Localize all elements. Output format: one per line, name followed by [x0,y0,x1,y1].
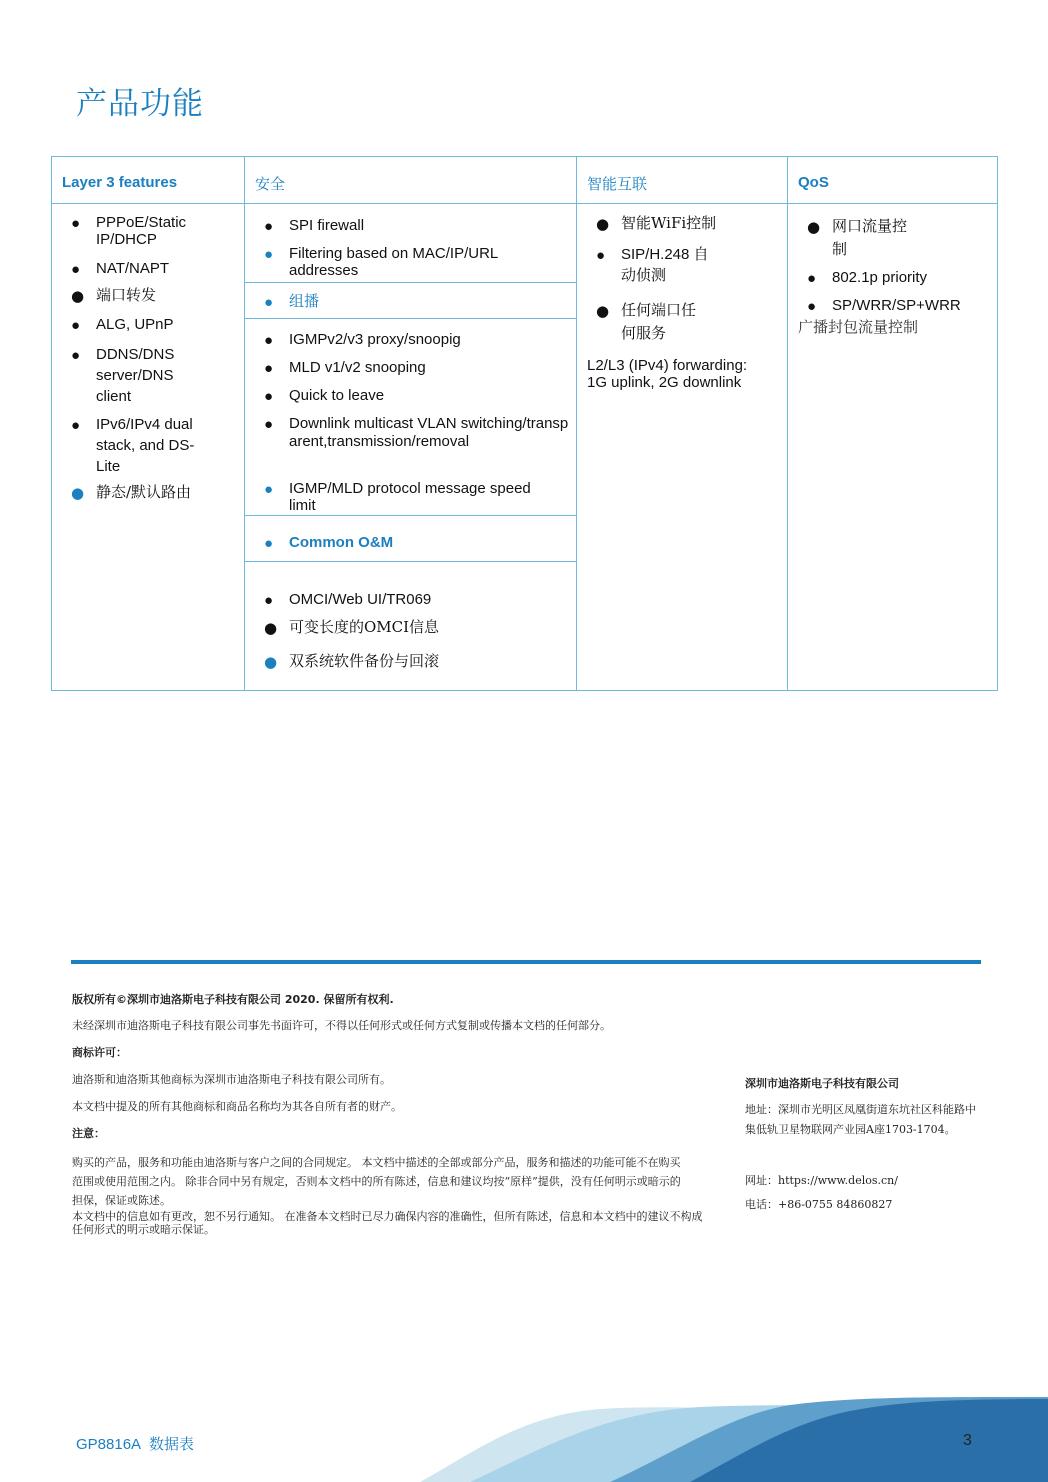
multicast-title: 组播 [289,292,320,310]
trademark-text-2: 本文档中提及的所有其他商标和商品名称均为其各自所有者的财产。 [72,1100,402,1113]
copyright-text: 版权所有©深圳市迪洛斯电子科技有限公司 2020. 保留所有权利. [72,993,394,1006]
bullet-icon: ● [264,653,278,671]
list-item: ● OMCI/Web UI/TR069 [264,591,432,609]
list-item: ● 智能WiFi控制 [596,214,717,233]
list-item: ● 端口转发 [71,286,157,305]
forwarding-note: L2/L3 (IPv4) forwarding: 1G uplink, 2G downlink [587,357,748,391]
column-qos [787,157,997,690]
bullet-icon: ● [596,247,606,264]
column-smart-connect [576,157,787,690]
bullet-icon: ● [596,302,610,320]
list-item: ● 802.1p priority [807,269,928,287]
list-item: ● 网口流量控制 [807,217,908,258]
multicast-section-header [245,283,576,319]
list-item: ● Quick to leave [264,387,385,405]
bullet-icon: ● [264,388,274,405]
column-layer3 [52,157,244,690]
list-item: ● DDNS/DNS server/DNS client [71,346,175,405]
bullet-icon: ● [71,287,85,305]
layer3-list [52,204,244,501]
trademark-title: 商标许可： [72,1046,127,1059]
footer-document-label [76,1433,194,1454]
footer-doc-type: 数据表 [149,1435,195,1453]
list-item: ● IGMPv2/v3 proxy/snoopig [264,331,461,349]
page-title: 产品功能 [76,86,204,122]
trademark-text-1: 迪洛斯和迪洛斯其他商标为深圳市迪洛斯电子科技有限公司所有。 [72,1073,391,1086]
bullet-icon: ● [596,215,610,233]
security-section [245,204,576,283]
company-address: 地址：深圳市光明区凤凰街道东坑社区科能路中集低轨卫星物联网产业园A座1703-1704。 [745,1103,976,1136]
column-security [244,157,576,690]
notice-text-2: 本文档中的信息如有更改，恕不另行通知。 在准备本文档时已尽力确保内容的准确性，但所有陈述，信息和本文档中的建议不构成任何形式的明示或暗示保证。 [72,1210,703,1236]
list-item: ● IPv6/IPv4 dual stack, and DS-Lite [71,416,195,475]
bullet-icon: ● [264,481,274,498]
list-item: ● 静态/默认路由 [71,483,192,502]
bullet-icon: ● [264,332,274,349]
list-item: ● 任何端口任何服务 [596,301,697,342]
company-phone: 电话：+86-0755 84860827 [745,1198,893,1211]
list-item [245,293,576,310]
column-header-smart-connect: 智能互联 [577,157,787,204]
company-name: 深圳市迪洛斯电子科技有限公司 [745,1077,899,1090]
broadcast-note: 广播封包流量控制 [798,318,919,336]
bullet-icon: ● [71,317,81,334]
notice-title: 注意： [72,1127,105,1140]
column-header-layer3: Layer 3 features [52,157,244,204]
bullet-icon: ● [807,270,817,287]
footer-model: GP8816A [76,1436,142,1453]
page-number: 3 [963,1432,972,1449]
multicast-section [245,319,576,516]
list-item: ● NAT/NAPT [71,260,170,278]
bullet-icon: ● [71,484,85,502]
bullet-icon: ● [71,347,81,364]
bullet-icon: ● [807,218,821,236]
column-header-security: 安全 [245,157,576,204]
om-section-header [245,516,576,562]
bullet-icon: ● [71,261,81,278]
om-title: Common O&M [289,534,394,551]
bullet-icon: ● [264,535,274,552]
bullet-icon: ● [71,215,81,232]
bullet-icon: ● [264,592,274,609]
list-item: ● ALG, UPnP [71,316,174,334]
column-header-qos: QoS [788,157,997,204]
bullet-icon: ● [264,218,274,235]
bullet-icon: ● [71,417,81,434]
no-copy-text: 未经深圳市迪洛斯电子科技有限公司事先书面许可，不得以任何形式或任何方式复制或传播本文档的任何部分。 [72,1019,611,1032]
bullet-icon: ● [264,360,274,377]
list-item: ● SIP/H.248 自动侦测 [596,246,709,284]
om-section [245,562,576,670]
list-item: ● PPPoE/Static IP/DHCP [71,214,187,248]
list-item: ● Filtering based on MAC/IP/URL addresses [264,245,498,279]
bullet-icon: ● [264,246,274,263]
feature-table [51,156,998,691]
company-website: 网址：https://www.delos.cn/ [745,1174,898,1187]
footer-divider [71,960,981,964]
list-item [245,534,576,551]
list-item: ● Downlink multicast VLAN switching/transparent,transmission/removal [264,415,569,450]
list-item: ● 可变长度的OMCI信息 [264,618,440,637]
bullet-icon: ● [264,416,274,433]
list-item: ● 双系统软件备份与回滚 [264,652,440,671]
list-item: ● SPI firewall [264,217,365,235]
bullet-icon: ● [264,294,274,311]
bullet-icon: ● [807,298,817,315]
bullet-icon: ● [264,619,278,637]
list-item: ● MLD v1/v2 snooping [264,359,426,377]
notice-text-1: 购买的产品，服务和功能由迪洛斯与客户之间的合同规定。 本文档中描述的全部或部分产品，服务和描述的功能可能不在购买范围或使用范围之内。 除非合同中另有规定，否则本文档中的所有陈述，信息和建议均按“原样”提供，没有任何明示或暗示的担保，保证或陈述。 [72,1156,681,1207]
list-item: ● SP/WRR/SP+WRR [807,297,961,315]
list-item: ● IGMP/MLD protocol message speed limit [264,480,531,514]
